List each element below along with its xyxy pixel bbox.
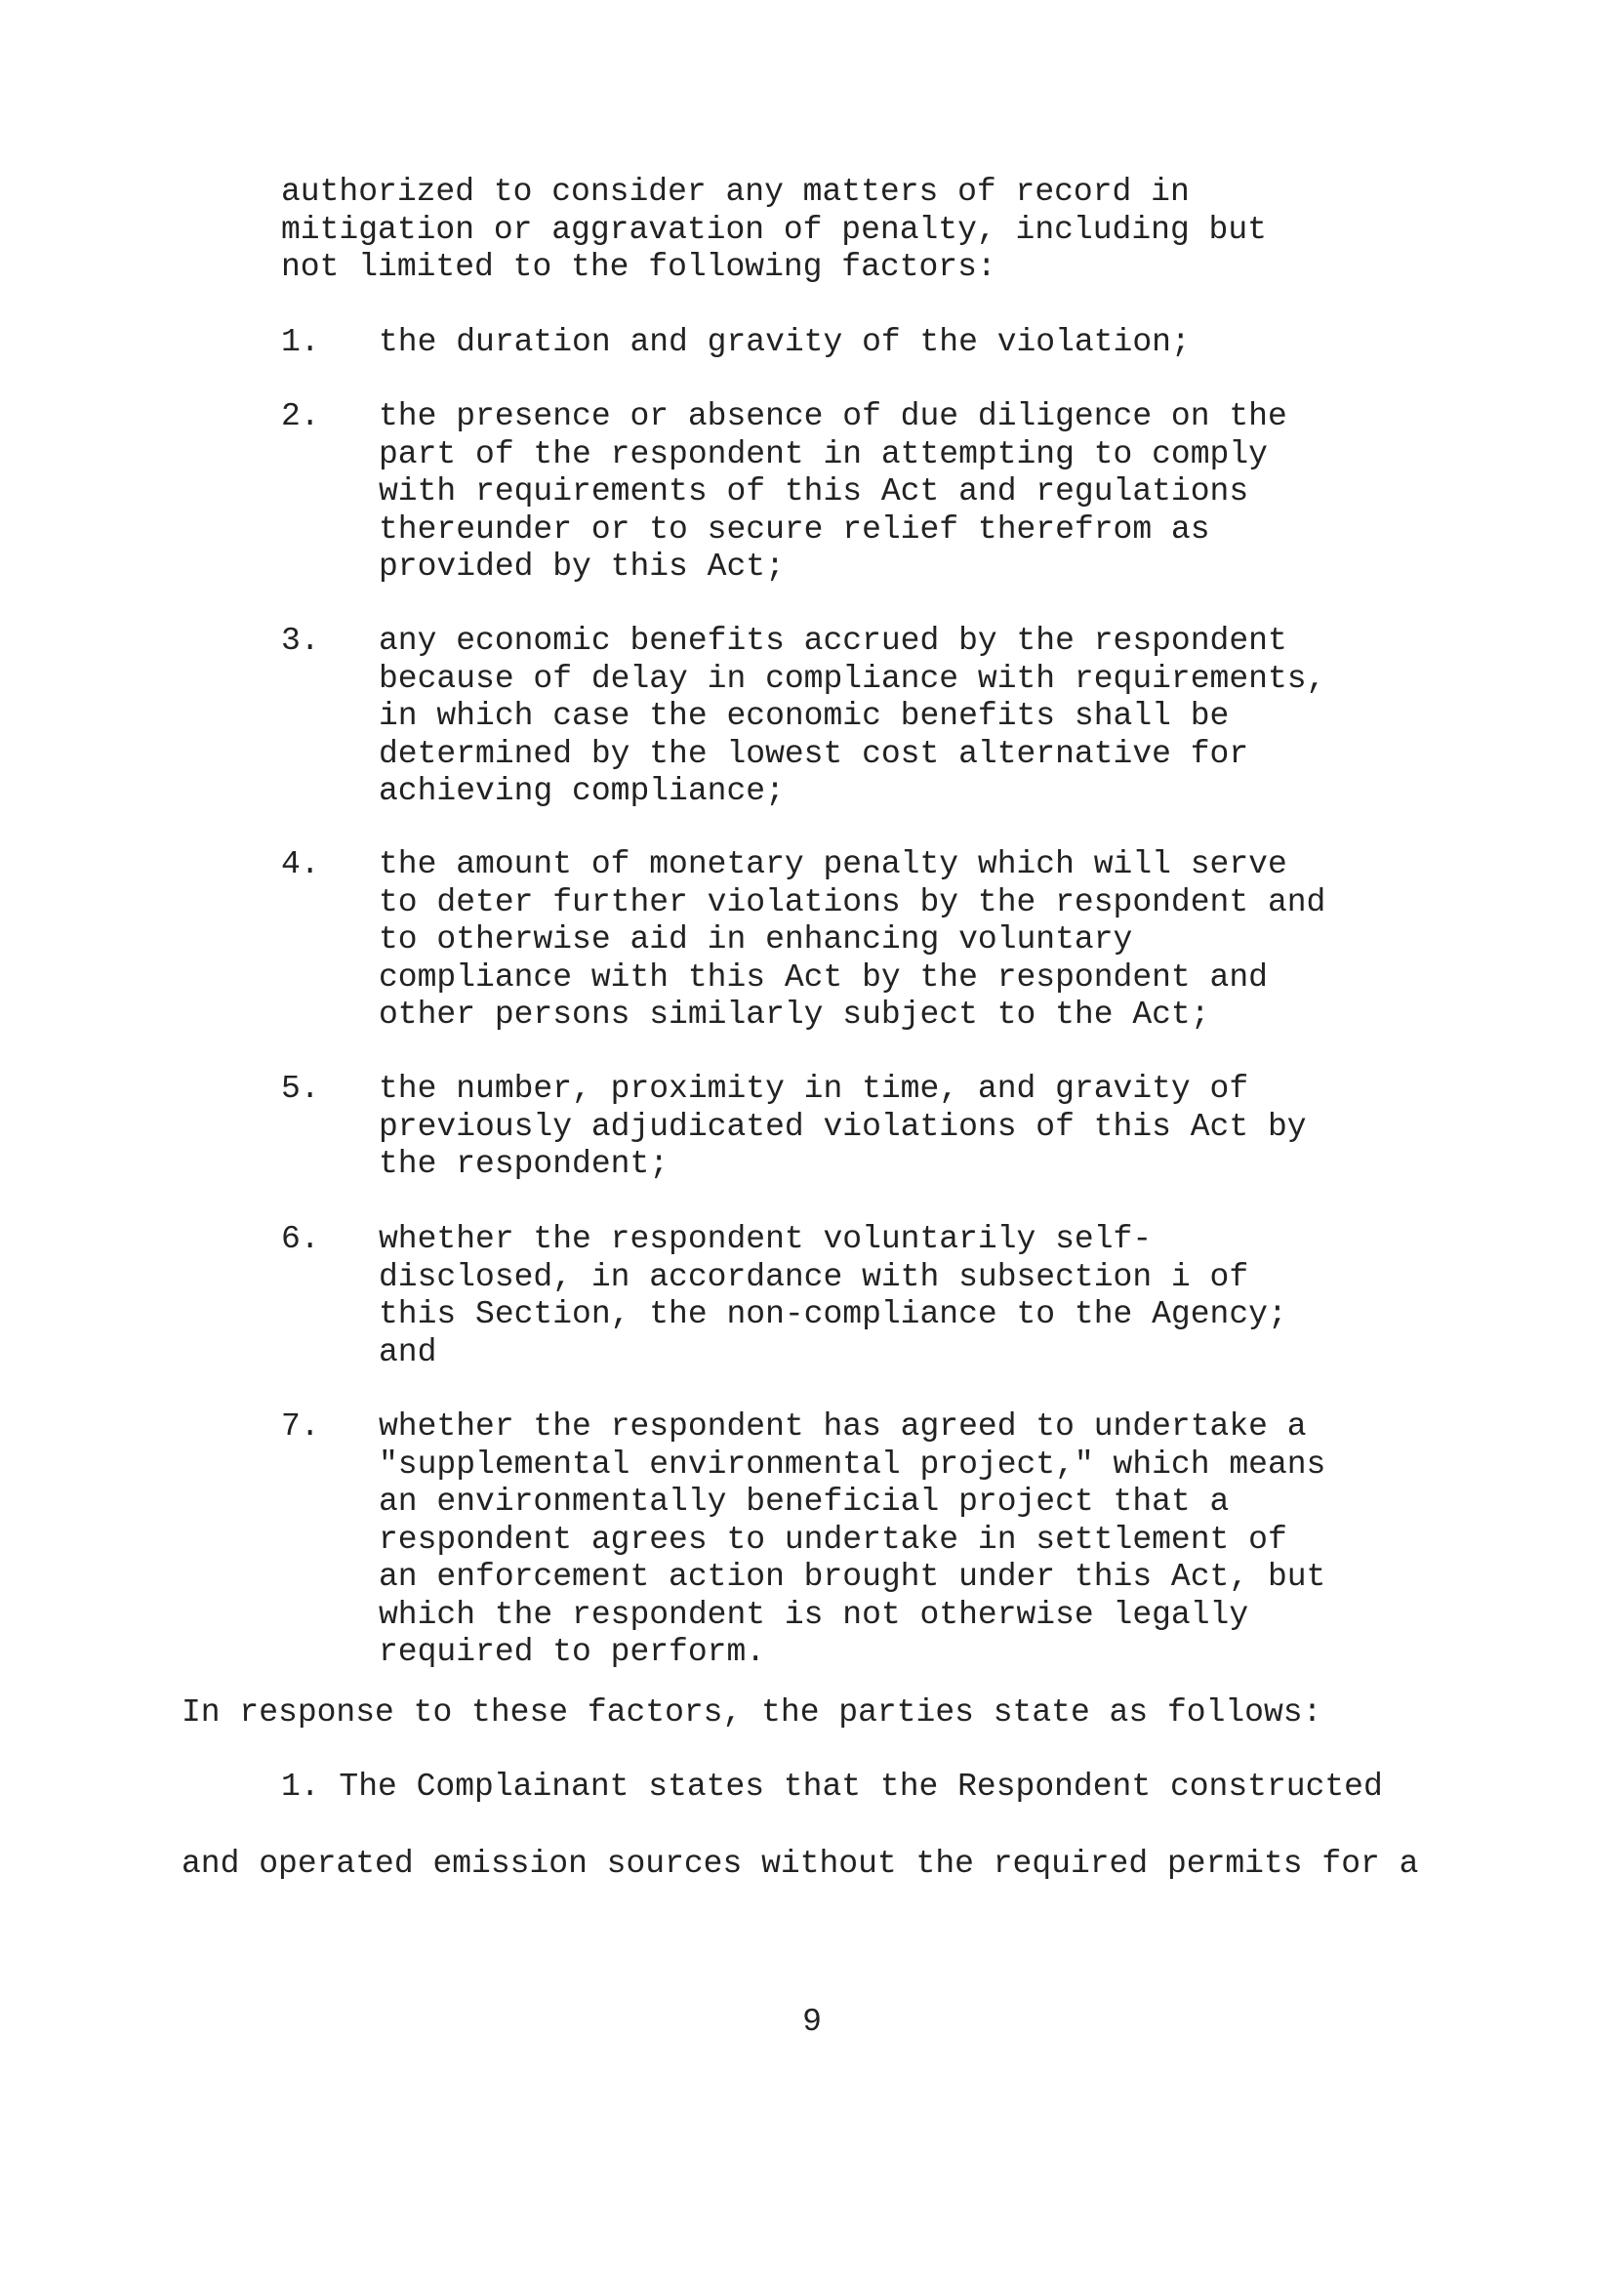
response-paragraph-line-1: 1. The Complainant states that the Respondent constructed — [281, 1769, 1383, 1805]
factor-number: 2. — [281, 398, 320, 434]
factor-number: 4. — [281, 846, 320, 882]
factor-text: the number, proximity in time, and gravity of previously adjudicated violations of this Act by the respondent; — [379, 1071, 1307, 1182]
factor-text: whether the respondent voluntarily self- disclosed, in accordance with subsection i of this Section, the non-compliance to the Agency; and — [379, 1221, 1287, 1370]
page-number: 9 — [802, 2004, 822, 2040]
response-paragraph-line-2: and operated emission sources without the required permits for a — [182, 1846, 1419, 1882]
response-intro: In response to these factors, the parties state as follows: — [182, 1694, 1322, 1731]
factor-text: whether the respondent has agreed to undertake a "supplemental environmental project," which means an environmentally beneficial project that a respondent agrees to undertake in settlement of an enforcement action brought under this Act, but which the respondent is not otherwise legally required to perform. — [379, 1408, 1326, 1670]
factor-number: 3. — [281, 623, 320, 659]
factor-number: 5. — [281, 1071, 320, 1107]
factor-number: 6. — [281, 1221, 320, 1257]
factor-number: 1. — [281, 324, 320, 360]
factor-number: 7. — [281, 1408, 320, 1445]
intro-paragraph: authorized to consider any matters of record in mitigation or aggravation of penalty, including but not limited to the following factors: — [281, 174, 1267, 285]
factor-text: the duration and gravity of the violation; — [379, 324, 1191, 360]
factor-text: the presence or absence of due diligence on the part of the respondent in attempting to comply with requirements of this Act and regulations thereunder or to secure relief therefrom as provided by this Act; — [379, 398, 1287, 585]
factor-text: any economic benefits accrued by the respondent because of delay in compliance with requirements, in which case the economic benefits shall be determined by the lowest cost alternative for achieving compliance; — [379, 623, 1326, 809]
factor-text: the amount of monetary penalty which will serve to deter further violations by the respondent and to otherwise aid in enhancing voluntary compliance with this Act by the respondent and other persons similarly subject to the Act; — [379, 846, 1326, 1033]
